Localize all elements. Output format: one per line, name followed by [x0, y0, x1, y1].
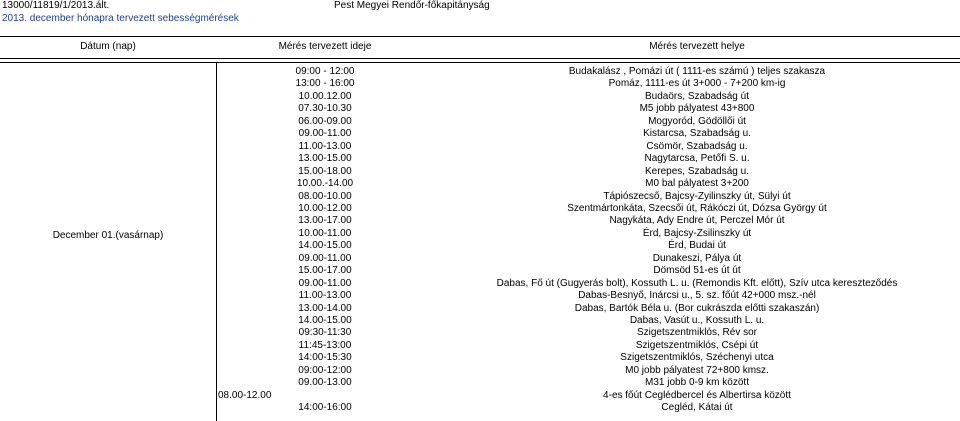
time-cell: 08.00-10.00 — [298, 190, 352, 202]
table-row — [0, 340, 960, 352]
time-cell: 11.00-13.00 — [298, 290, 352, 302]
place-cell: Szigetszentmiklós, Csépi út — [635, 339, 759, 351]
table-row — [0, 91, 960, 103]
place-cell: Érd, Budai út — [668, 240, 726, 252]
place-cell: Pomáz, 1111-es út 3+000 - 7+200 km-ig — [608, 78, 786, 90]
table-row — [0, 390, 960, 402]
column-header-time: Mérés tervezett ideje — [278, 41, 372, 52]
time-cell: 11.00-13.00 — [298, 140, 352, 152]
place-cell: Budaörs, Szabadság út — [645, 90, 749, 102]
divider — [0, 58, 960, 59]
table-row — [0, 128, 960, 140]
table-row — [0, 191, 960, 203]
date-cell: December 01.(vasárnap) — [52, 230, 164, 241]
place-cell: Szigetszentmiklós, Széchenyi utca — [620, 352, 774, 364]
divider — [0, 36, 960, 37]
table-row — [0, 153, 960, 165]
table-row — [0, 228, 960, 240]
reference-number: 13000/11819/1/2013.ált. — [2, 0, 110, 11]
place-cell: Dabas, Vasút u., Kossuth L. u. — [629, 315, 765, 326]
table-row — [0, 290, 960, 302]
table-row — [0, 215, 960, 227]
table-row — [0, 402, 960, 414]
time-cell: 10.00.12.00 — [298, 90, 352, 102]
time-cell: 08.00-12.00 — [218, 389, 272, 401]
document-subtitle: 2013. december hónapra tervezett sebességmérések — [2, 13, 239, 24]
time-cell: 09:00-12:00 — [298, 364, 352, 376]
time-cell: 14.00-15.00 — [298, 240, 352, 252]
place-cell: Kerepes, Szabadság u. — [645, 165, 749, 177]
time-cell: 09.00-13.00 — [298, 377, 352, 389]
table-row — [0, 327, 960, 339]
table-row — [0, 166, 960, 178]
table-row — [0, 265, 960, 277]
table-row — [0, 116, 960, 128]
table-row — [0, 103, 960, 115]
time-cell: 11:45-13:00 — [298, 339, 352, 351]
place-cell: Érd, Bajcsy-Zsilinszky út — [642, 227, 752, 239]
place-cell: Dabas, Bartók Béla u. (Bor cukrászda előtti szakaszán) — [574, 302, 820, 314]
place-cell: Mogyoród, Gödöllői út — [648, 115, 746, 127]
time-cell: 15.00-17.00 — [298, 265, 352, 277]
table-row — [0, 303, 960, 315]
column-header-place: Mérés tervezett helye — [649, 41, 745, 52]
table-row — [0, 352, 960, 364]
place-cell: Dabas, Fő út (Gugyerás bolt), Kossuth L. u. (Remondis Kft. előtt), Szív utca kereszteződés — [496, 277, 898, 289]
organization-name: Pest Megyei Rendőr-főkapitányság — [334, 0, 490, 11]
time-cell: 10.00.-14.00 — [296, 178, 354, 190]
time-cell: 10.00-12.00 — [298, 202, 352, 214]
table-row — [0, 178, 960, 190]
divider — [0, 62, 960, 63]
column-header-date: Dátum (nap) — [80, 41, 136, 52]
time-cell: 09.00-11.00 — [298, 128, 352, 140]
place-cell: Cegléd, Kátai út — [661, 402, 733, 414]
time-cell: 06.00-09.00 — [298, 115, 352, 127]
place-cell: M0 jobb pályatest 72+800 kmsz. — [625, 364, 769, 376]
time-cell: 09:00 - 12:00 — [295, 66, 355, 77]
time-cell: 13.00-17.00 — [298, 215, 352, 227]
table-row — [0, 377, 960, 389]
place-cell: Szigetszentmiklós, Rév sor — [636, 327, 758, 339]
table-row — [0, 315, 960, 327]
place-cell: M31 jobb 0-9 km között — [645, 377, 749, 389]
time-cell: 14:00-16:00 — [298, 402, 352, 414]
place-cell: Dabas-Besnyő, Inárcsi u., 5. sz. főút 42+000 msz.-nél — [578, 290, 816, 302]
document-header — [0, 0, 960, 13]
place-cell: Dunakeszi, Pálya út — [652, 252, 742, 264]
place-cell: Kistarcsa, Szabadság u. — [643, 128, 751, 140]
place-cell: 4-es főút Ceglédbercel és Albertirsa között — [603, 389, 791, 401]
table-row — [0, 66, 960, 78]
time-cell: 09.00-11.00 — [298, 277, 352, 289]
place-cell: Nagytarcsa, Petőfi S. u. — [644, 153, 750, 165]
table-row — [0, 141, 960, 153]
table-row — [0, 278, 960, 290]
time-cell: 14:00-15:30 — [298, 352, 352, 364]
place-cell: M0 bal pályatest 3+200 — [645, 178, 749, 190]
time-cell: 09.00-11.00 — [298, 252, 352, 264]
time-cell: 15.00-18.00 — [298, 165, 352, 177]
time-cell: 10.00-11.00 — [298, 227, 352, 239]
table-header — [0, 41, 960, 54]
time-cell: 13.00-14.00 — [298, 302, 352, 314]
table-row — [0, 240, 960, 252]
time-cell: 09:30-11:30 — [298, 327, 352, 339]
table-row — [0, 203, 960, 215]
table-row — [0, 365, 960, 377]
place-cell: Budakalász , Pomázi út ( 1111-es számú ) teljes szakasza — [568, 66, 826, 77]
place-cell: M5 jobb pályatest 43+800 — [639, 103, 755, 115]
table-row — [0, 78, 960, 90]
time-cell: 13.00-15.00 — [298, 153, 352, 165]
place-cell: Tápiószecső, Bajcsy-Zyilinszky út, Sülyi út — [603, 190, 791, 202]
place-cell: Csömör, Szabadság u. — [646, 140, 748, 152]
place-cell: Szentmártonkáta, Szecsői út, Rákóczi út, Dózsa György út — [567, 202, 827, 214]
time-cell: 07.30-10.30 — [298, 103, 352, 115]
place-cell: Dömsöd 51-es út út — [653, 265, 741, 277]
table-row — [0, 253, 960, 265]
time-cell: 14.00-15.00 — [298, 315, 352, 326]
place-cell: Nagykáta, Ady Endre út, Perczel Mór út — [609, 215, 785, 227]
time-cell: 13:00 - 16:00 — [295, 78, 355, 90]
